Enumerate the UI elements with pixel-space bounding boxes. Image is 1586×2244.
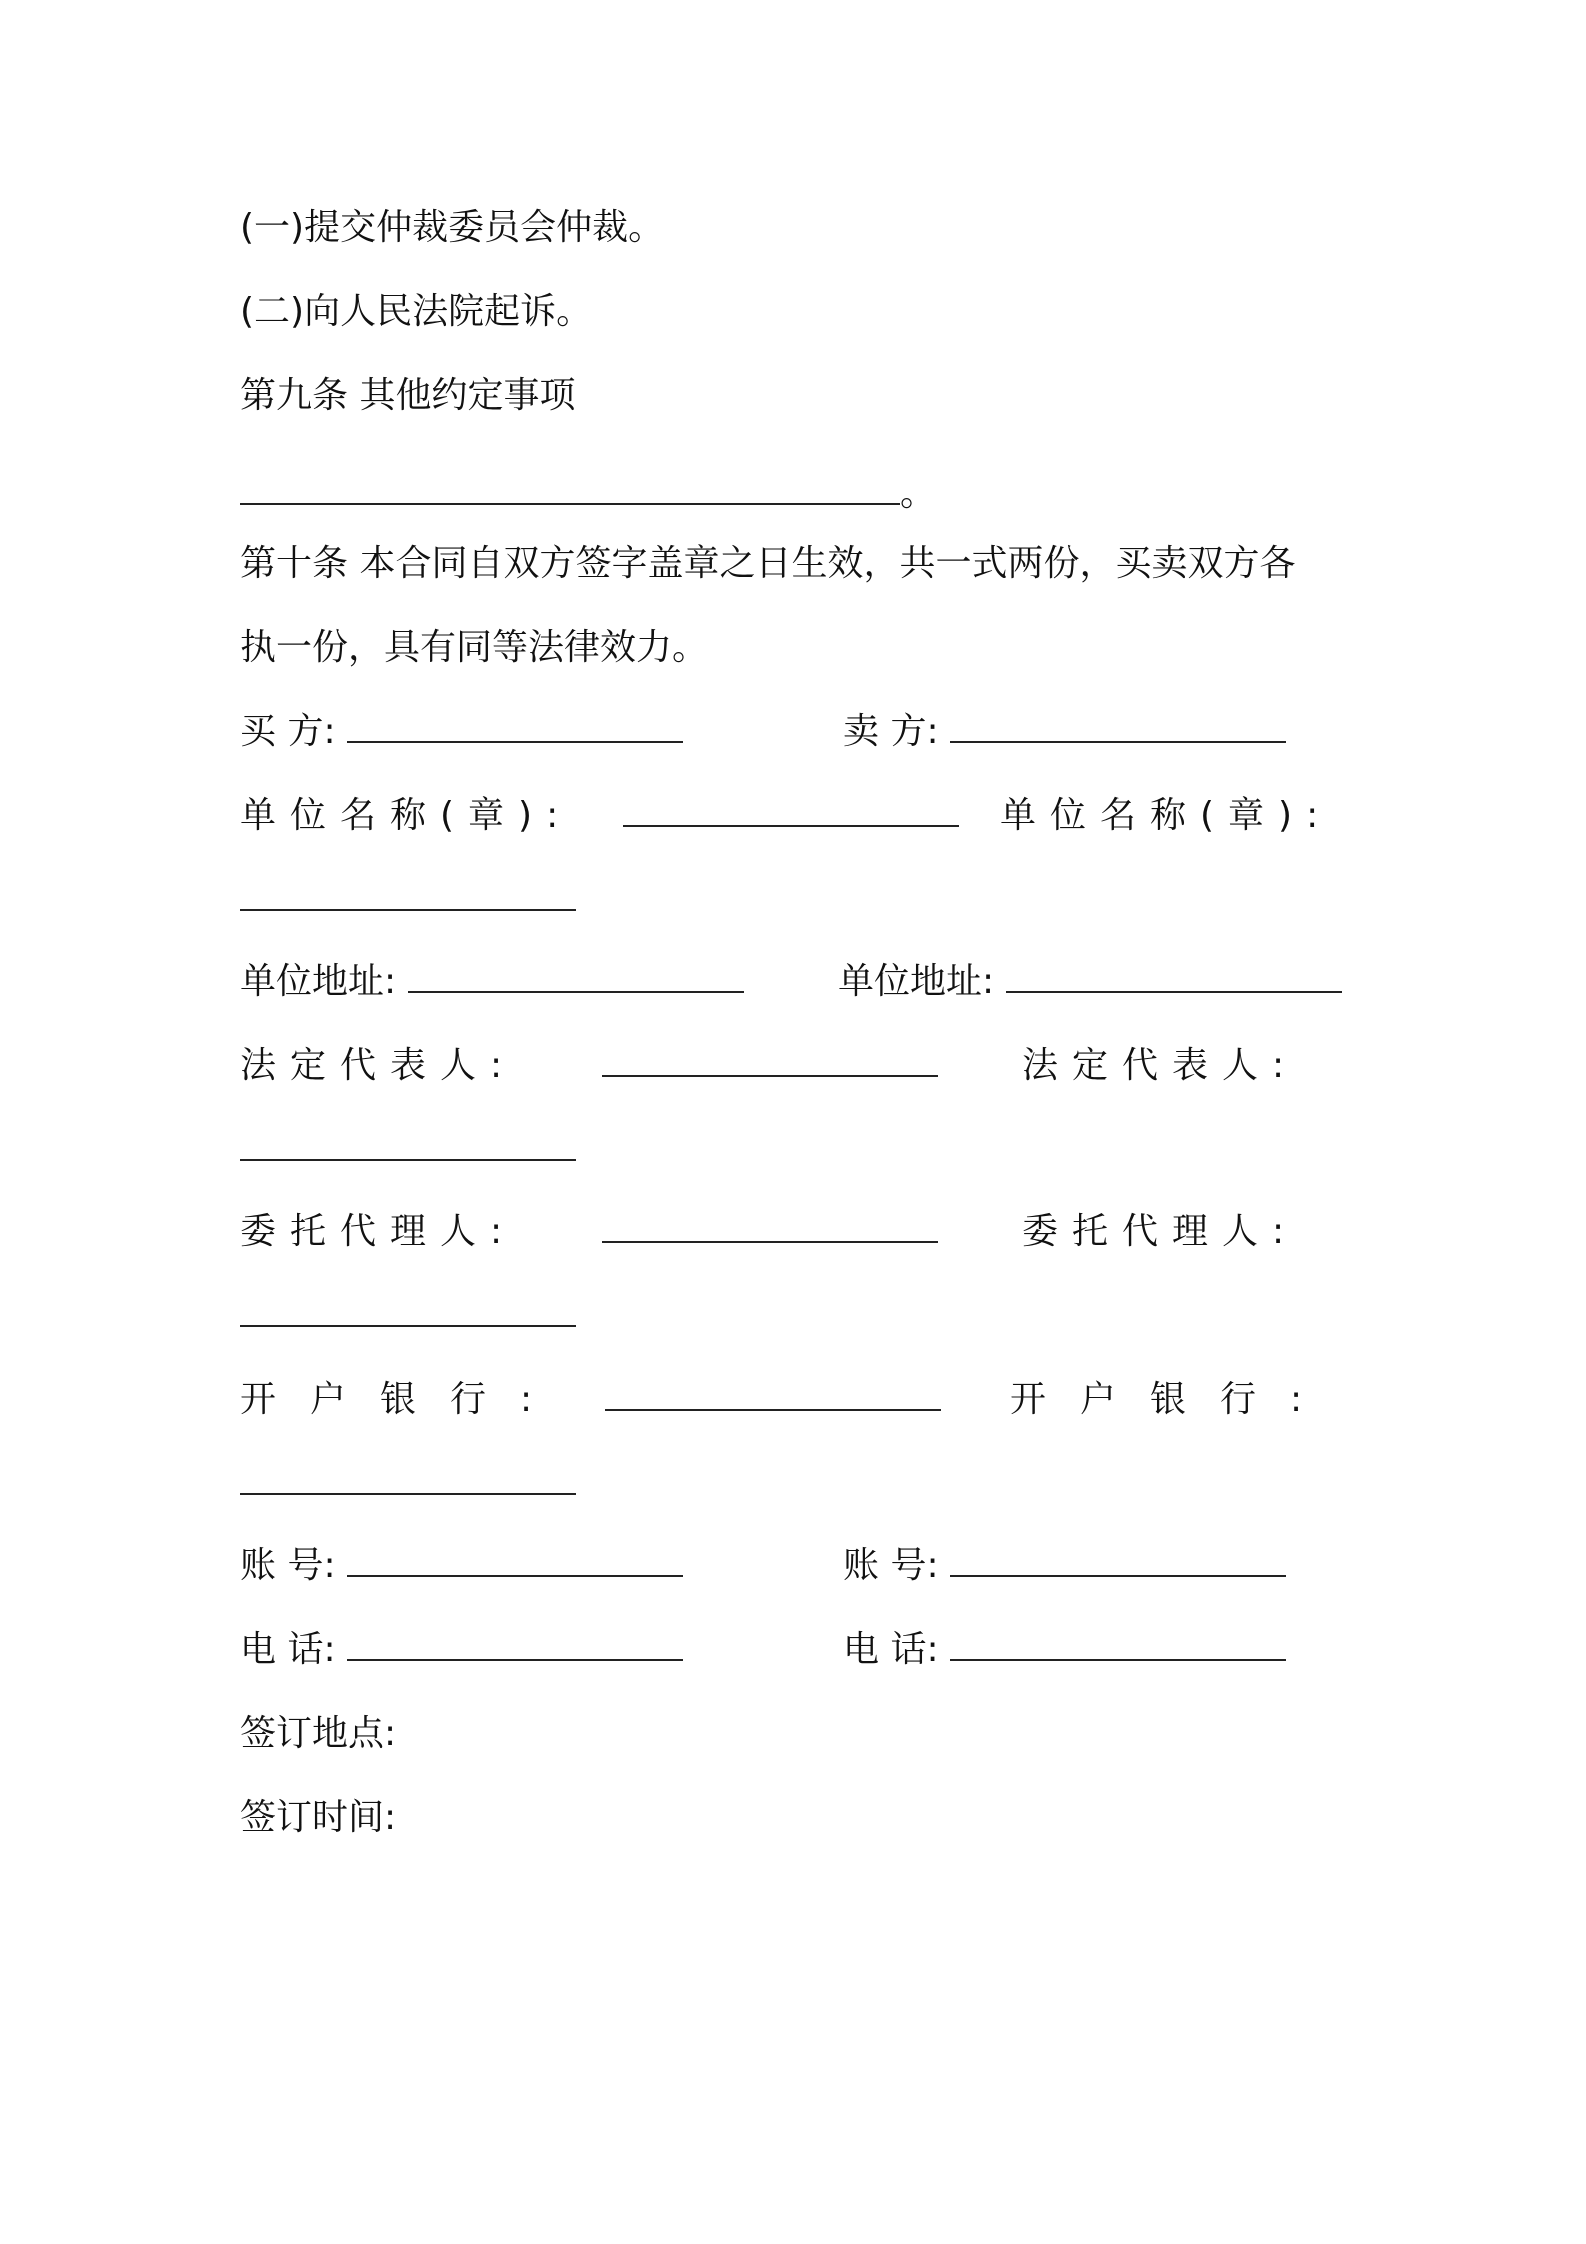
buyer-agent-row	[240, 1208, 516, 1256]
buyer-agent-field[interactable]	[602, 1211, 938, 1243]
article-9-content	[240, 470, 936, 518]
buyer-legal-rep-field[interactable]	[602, 1045, 938, 1077]
buyer-legal-rep-field-wrap	[602, 1042, 938, 1090]
sign-time-label: 签订时间:	[240, 1797, 397, 1838]
seller-field[interactable]	[950, 711, 1286, 743]
buyer-row	[240, 708, 683, 756]
seller-agent-label: 委托代理人:	[1022, 1211, 1299, 1252]
buyer-account-row	[240, 1542, 683, 1590]
seller-company-name-row	[1000, 792, 1332, 840]
buyer-phone-label: 电 话:	[240, 1629, 336, 1670]
buyer-company-name-label: 单位名称(章):	[240, 795, 573, 836]
seller-phone-row	[843, 1626, 1286, 1674]
buyer-company-name-field[interactable]	[623, 795, 959, 827]
seller-agent-field-wrap	[240, 1292, 576, 1340]
seller-legal-rep-field[interactable]	[240, 1129, 576, 1161]
seller-legal-rep-label: 法定代表人:	[1022, 1045, 1299, 1086]
article-9-blank[interactable]	[240, 473, 900, 505]
seller-address-label: 单位地址:	[838, 961, 995, 1002]
seller-legal-rep-field-wrap	[240, 1126, 576, 1174]
seller-agent-field[interactable]	[240, 1295, 576, 1327]
article-9-title: 第九条 其他约定事项	[240, 375, 576, 416]
seller-row	[843, 708, 1286, 756]
seller-company-name-field-wrap	[240, 876, 576, 924]
buyer-label: 买 方:	[240, 711, 336, 752]
buyer-bank-field[interactable]	[605, 1379, 941, 1411]
article-10-line-1: 第十条 本合同自双方签字盖章之日生效，共一式两份，买卖双方各	[240, 543, 1296, 584]
buyer-legal-rep-label: 法定代表人:	[240, 1045, 517, 1086]
seller-label: 卖 方:	[843, 711, 939, 752]
buyer-address-row	[240, 958, 744, 1006]
buyer-bank-field-wrap	[605, 1376, 941, 1424]
seller-account-field[interactable]	[950, 1545, 1286, 1577]
buyer-bank-row	[240, 1376, 566, 1424]
seller-bank-field-wrap	[240, 1460, 576, 1508]
buyer-address-field[interactable]	[408, 961, 744, 993]
seller-address-field[interactable]	[1006, 961, 1342, 993]
seller-agent-row	[1022, 1208, 1298, 1256]
seller-bank-field[interactable]	[240, 1463, 576, 1495]
seller-legal-rep-row	[1022, 1042, 1298, 1090]
seller-bank-row	[1010, 1376, 1336, 1424]
article-9-end: 。	[900, 473, 937, 514]
seller-address-row	[838, 958, 1342, 1006]
buyer-field[interactable]	[347, 711, 683, 743]
buyer-company-name-field-wrap	[623, 792, 959, 840]
buyer-agent-label: 委托代理人:	[240, 1211, 517, 1252]
seller-phone-label: 电 话:	[843, 1629, 939, 1670]
buyer-account-field[interactable]	[347, 1545, 683, 1577]
seller-company-name-field[interactable]	[240, 879, 576, 911]
buyer-company-name-row	[240, 792, 572, 840]
buyer-legal-rep-row	[240, 1042, 516, 1090]
buyer-bank-label: 开户银行:	[240, 1379, 567, 1420]
seller-bank-label: 开户银行:	[1010, 1379, 1337, 1420]
clause-item-2: (二)向人民法院起诉。	[240, 291, 593, 332]
seller-account-label: 账 号:	[843, 1545, 939, 1586]
clause-item-1: (一)提交仲裁委员会仲裁。	[240, 207, 665, 248]
seller-company-name-label: 单位名称(章):	[1000, 795, 1333, 836]
buyer-phone-field[interactable]	[347, 1629, 683, 1661]
seller-phone-field[interactable]	[950, 1629, 1286, 1661]
buyer-address-label: 单位地址:	[240, 961, 397, 1002]
buyer-account-label: 账 号:	[240, 1545, 336, 1586]
seller-account-row	[843, 1542, 1286, 1590]
buyer-phone-row	[240, 1626, 683, 1674]
article-10-line-2: 执一份，具有同等法律效力。	[240, 627, 709, 668]
buyer-agent-field-wrap	[602, 1208, 938, 1256]
sign-place-label: 签订地点:	[240, 1713, 397, 1754]
